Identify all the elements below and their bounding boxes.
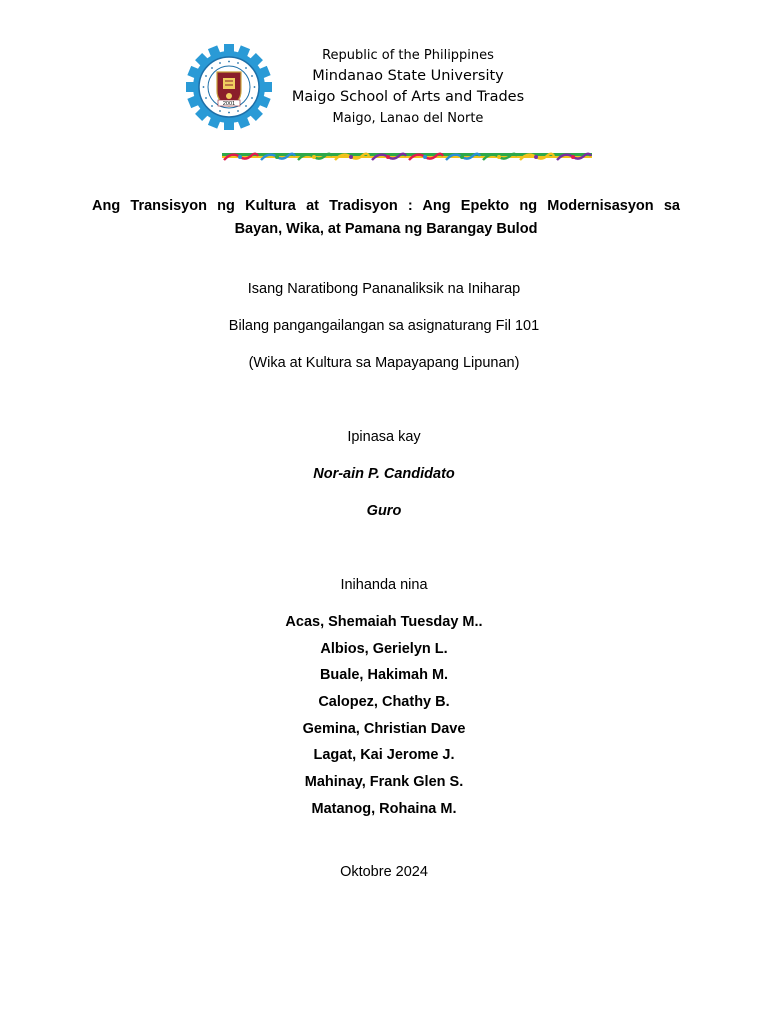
- author-name: Buale, Hakimah M.: [319, 667, 449, 683]
- university-seal-icon: [186, 44, 272, 130]
- ornament-dot: [571, 155, 575, 159]
- ornament-dot: [312, 155, 316, 159]
- school-name: Maigo School of Arts and Trades: [291, 89, 525, 105]
- country-line: Republic of the Philippines: [322, 48, 494, 63]
- author-name: Acas, Shemaiah Tuesday M..: [285, 614, 483, 630]
- ornament-dot: [349, 155, 353, 159]
- author-name: Lagat, Kai Jerome J.: [313, 747, 455, 763]
- author-name: Mahinay, Frank Glen S.: [304, 774, 464, 790]
- title-line-2: Bayan, Wika, at Pamana ng Barangay Bulod: [234, 221, 538, 237]
- research-title: [92, 195, 680, 241]
- ornament-dot: [423, 155, 427, 159]
- author-name: Albios, Gerielyn L.: [320, 641, 448, 657]
- title-line-1: Ang Transisyon ng Kultura at Tradisyon : Ang Epekto ng Modernisasyon sa: [92, 198, 680, 214]
- submitted-to-label: Ipinasa kay: [347, 429, 421, 445]
- ornament-dot: [460, 155, 464, 159]
- letterhead: [270, 46, 546, 130]
- description-line-2: Bilang pangangailangan sa asignaturang Fil 101: [228, 318, 540, 334]
- author-name: Calopez, Chathy B.: [318, 694, 450, 710]
- ornament-dot: [534, 155, 538, 159]
- teacher-role: Guro: [366, 503, 402, 519]
- ornament-dot: [386, 155, 390, 159]
- ornament-dot: [275, 155, 279, 159]
- teacher-name: Nor-ain P. Candidato: [313, 466, 455, 482]
- prepared-by-label: Inihanda nina: [340, 577, 428, 593]
- description-line-3: (Wika at Kultura sa Mapayapang Lipunan): [248, 355, 520, 371]
- description-line-1: Isang Naratibong Pananaliksik na Iniharap: [247, 281, 521, 297]
- ornament-dot: [238, 155, 242, 159]
- author-name: Matanog, Rohaina M.: [311, 801, 457, 817]
- author-name: Gemina, Christian Dave: [302, 721, 466, 737]
- ornament-dot: [497, 155, 501, 159]
- submission-date: Oktobre 2024: [340, 864, 428, 880]
- school-location: Maigo, Lanao del Norte: [332, 111, 484, 126]
- university-name: Mindanao State University: [312, 68, 504, 84]
- okir-border-ornament: [222, 150, 592, 164]
- seal-year: 2001: [222, 101, 236, 107]
